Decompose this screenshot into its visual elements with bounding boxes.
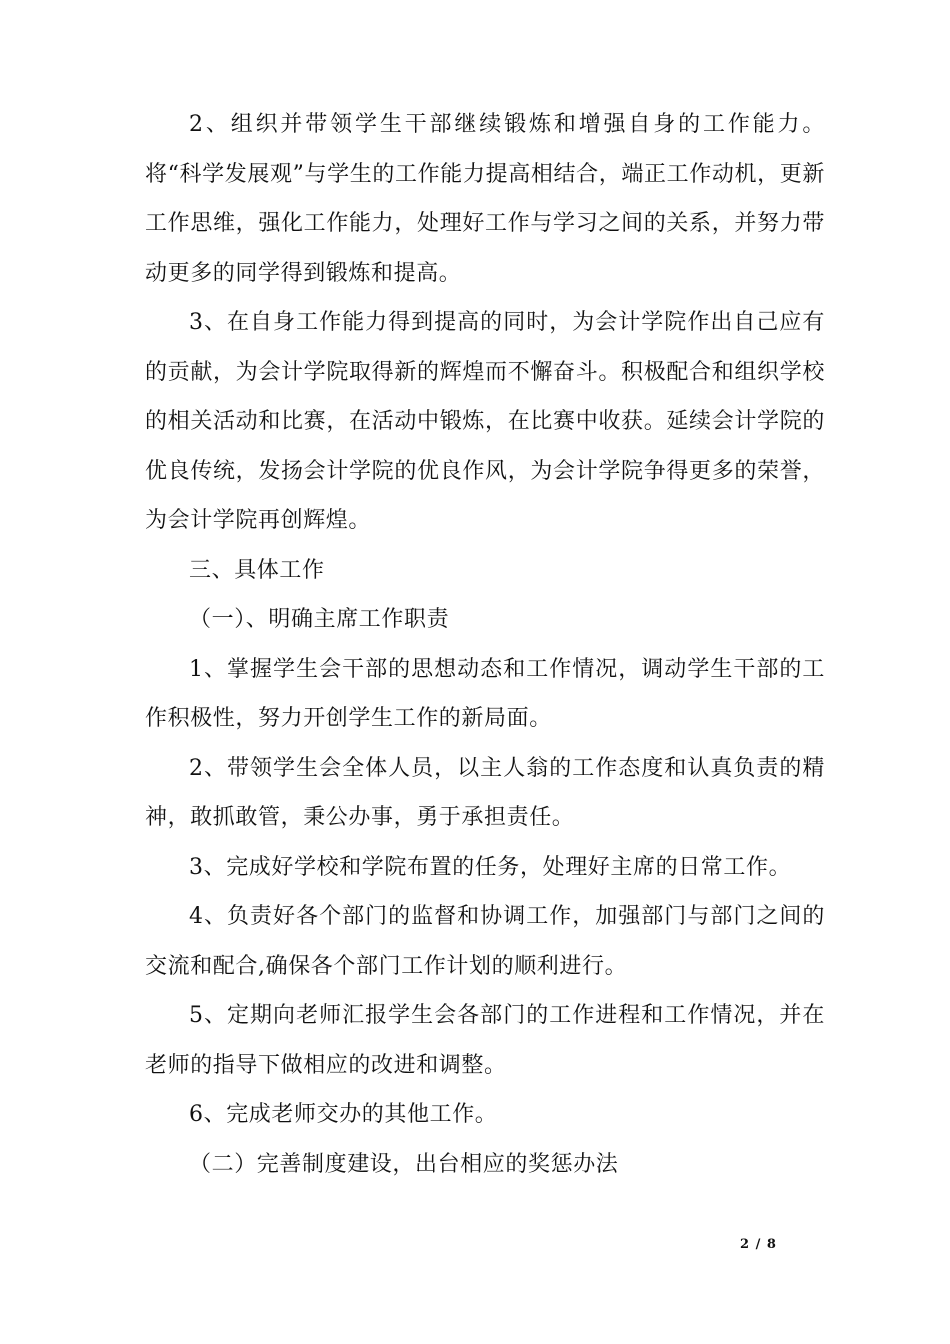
duty-item-5: 5、定期向老师汇报学生会各部门的工作进程和工作情况，并在老师的指导下做相应的改进和调整。 [145, 1003, 825, 1078]
subsection-heading-system-building: （二）完善制度建设，出台相应的奖惩办法 [189, 1151, 619, 1177]
duty-item-1: 1、掌握学生会干部的思想动态和工作情况，调动学生干部的工作积极性，努力开创学生工作的新局面。 [145, 656, 825, 731]
section-heading-specific-work: 三、具体工作 [189, 557, 325, 583]
document-body [145, 100, 825, 1189]
subsection-heading-chair-duties: （一）、明确主席工作职责 [189, 607, 450, 632]
duty-item-2: 2、带领学生会全体人员，以主人翁的工作态度和认真负责的精神，敢抓敢管，秉公办事，勇于承担责任。 [145, 755, 825, 830]
paragraph-item-3: 3、在自身工作能力得到提高的同时，为会计学院作出自己应有的贡献，为会计学院取得新的辉煌而不懈奋斗。积极配合和组织学校的相关活动和比赛，在活动中锻炼，在比赛中收获。延续会计学院的优良传统，发扬会计学院的优良作风，为会计学院争得更多的荣誉，为会计学院再创辉煌。 [145, 310, 825, 533]
duty-item-3: 3、完成好学校和学院布置的任务，处理好主席的日常工作。 [189, 854, 792, 880]
page-number: 2 / 8 [740, 1237, 777, 1252]
duty-item-6: 6、完成老师交办的其他工作。 [189, 1102, 498, 1127]
paragraph-item-2: 2、组织并带领学生干部继续锻炼和增强自身的工作能力。将“科学发展观”与学生的工作能力提高相结合，端正工作动机，更新工作思维，强化工作能力，处理好工作与学习之间的关系，并努力带动更多的同学得到锻炼和提高。 [145, 112, 825, 286]
duty-item-4: 4、负责好各个部门的监督和协调工作，加强部门与部门之间的交流和配合,确保各个部门工作计划的顺利进行。 [145, 904, 825, 979]
